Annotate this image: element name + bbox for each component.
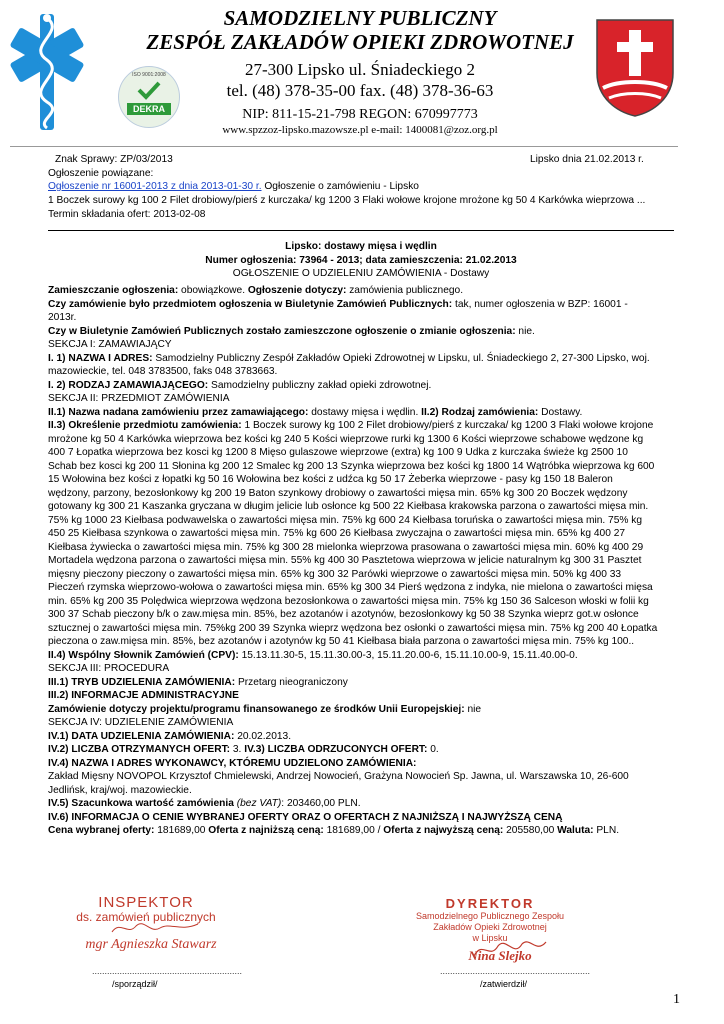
body-text-segment: mięsny pieczony pieczony o zawartości mięsa min. 65% kg 300 32 Parówki wieprzowe o zawartości mięsa min. 50% kg 400 33 bbox=[48, 568, 622, 580]
header-web-email: www.spzzoz-lipsko.mazowsze.pl e-mail: 1400081@zoz.org.pl bbox=[222, 124, 498, 136]
lipsko-crest-icon bbox=[595, 18, 675, 118]
right-dotted-line: ............................................................ bbox=[440, 966, 591, 976]
body-text-segment: zamówienia publicznego. bbox=[346, 285, 464, 296]
body-text-segment: (bez VAT) bbox=[233, 798, 282, 809]
body-line bbox=[48, 338, 172, 351]
body-line bbox=[48, 311, 76, 324]
body-text-segment: I. 1) NAZWA I ADRES: bbox=[48, 352, 153, 364]
body-line bbox=[48, 757, 416, 770]
body-line bbox=[48, 554, 641, 567]
body-text-segment: Samodzielny publiczny zakład opieki zdrowotnej. bbox=[208, 379, 432, 391]
body-text-segment: Zakład Mięsny NOVOPOL Krzysztof Chmielewski, Andrzej Nowocień, Grażyna Nowocień Sp. Jawna, ul. Warszawska 10, 26-600 bbox=[48, 771, 629, 782]
right-signer-name: Nina Slejko bbox=[468, 948, 532, 963]
body-text-segment: 181689,00 bbox=[154, 825, 209, 836]
body-text-segment: Mortadela wędzona parzona o zawartości mięsa min. 55% kg 400 30 Pasztetowa wieprzowa w jelicie naturalnym kg 300 31 Pasztet bbox=[48, 555, 642, 566]
notice-type: OGŁOSZENIE O UDZIELENIU ZAMÓWIENIA - Dostawy bbox=[232, 268, 490, 279]
left-caption: /sporządził/ bbox=[112, 979, 158, 989]
body-line bbox=[48, 689, 239, 702]
body-text-segment: Kiełbasa żywiecka o zawartości mięsa min. 75% kg 300 28 mielonka wieprzowa prasowana o zawartości mięsa min. 60% kg 400 29 bbox=[48, 541, 644, 553]
body-line bbox=[48, 514, 642, 527]
left-dotted-line: ............................................................ bbox=[92, 966, 243, 976]
body-text-segment: 300 37 Schab pieczony b/k o zaw.mięsa min. 85%, bez azotanów i azotynów, bezosłonkowy kg 50 38 Szynka wieprz got.w osłonce bbox=[48, 609, 639, 620]
body-text-segment: IV.1) DATA UDZIELENIA ZAMÓWIENIA: bbox=[48, 730, 235, 742]
body-text-segment: SEKCJA IV: UDZIELENIE ZAMÓWIENIA bbox=[48, 717, 234, 728]
body-text-segment: 400 7 Łopatka wieprzowa bez kosci kg 1200 8 Mięso gulaszowe wieprzowe (extra) kg 100 9 Udka z kurczaka świeże kg 2500 10 bbox=[48, 447, 628, 458]
related-notice-link[interactable]: Ogłoszenie nr 16001-2013 z dnia 2013-01-30 r. bbox=[48, 181, 262, 192]
body-text-segment: Przetarg nieograniczony bbox=[235, 676, 348, 688]
body-line bbox=[48, 325, 535, 338]
body-text-segment: IV.5) Szacunkowa wartość zamówienia bbox=[48, 798, 234, 809]
body-text-segment: 2013r. bbox=[48, 312, 77, 323]
body-line bbox=[48, 730, 291, 743]
body-line bbox=[48, 379, 431, 392]
iso-badge-text: ISO 9001:2008 bbox=[132, 72, 166, 78]
body-text-segment: Czy zamówienie było przedmiotem ogłoszenia w Biuletynie Zamówień Publicznych: bbox=[48, 298, 453, 310]
body-text-segment: II.4) Wspólny Słownik Zamówień (CPV): bbox=[48, 649, 239, 661]
notice-number: Numer ogłoszenia: 73964 - 2013; data zamieszczenia: 21.02.2013 bbox=[205, 255, 517, 266]
body-text-segment: II.2) Rodzaj zamówienia: bbox=[421, 406, 539, 418]
body-line bbox=[48, 662, 169, 675]
section-divider bbox=[48, 230, 674, 231]
header-title-line2: ZESPÓŁ ZAKŁADÓW OPIEKI ZDROWOTNEJ bbox=[146, 30, 574, 54]
body-text-segment: Czy w Biuletynie Zamówień Publicznych zostało zamieszczone ogłoszenie o zmianie ogłoszenia: bbox=[48, 325, 516, 337]
body-text-segment: gotowany kg 300 21 Kaszanka gryczana w długim jelicie lub osłonce kg 500 22 Kiełbasa krakowska parzona o zawartości mięsa min. bbox=[48, 501, 649, 512]
body-text-segment: IV.4) NAZWA I ADRES WYKONAWCY, KTÓREMU UDZIELONO ZAMÓWIENIA: bbox=[48, 757, 417, 769]
body-text-segment: 3. bbox=[230, 744, 245, 755]
header-phones: tel. (48) 378-35-00 fax. (48) 378-36-63 bbox=[226, 81, 494, 100]
body-line bbox=[48, 541, 643, 554]
body-line bbox=[48, 473, 613, 486]
body-line bbox=[48, 649, 578, 662]
body-line bbox=[48, 824, 619, 837]
body-line bbox=[48, 460, 654, 473]
body-text-segment: dostawy mięsa i wędlin. bbox=[308, 406, 422, 418]
body-line bbox=[48, 595, 649, 608]
body-line bbox=[48, 352, 650, 365]
related-notice-line bbox=[48, 180, 419, 193]
body-line bbox=[48, 784, 192, 797]
body-line bbox=[48, 811, 563, 824]
body-text-segment: Waluta: bbox=[557, 825, 594, 836]
body-text-segment: IV.3) LICZBA ODRZUCONYCH OFERT: bbox=[244, 744, 428, 755]
document-date: Lipsko dnia 21.02.2013 r. bbox=[530, 154, 644, 165]
body-line bbox=[48, 433, 643, 446]
body-line bbox=[48, 676, 348, 689]
related-notice-description: 1 Boczek surowy kg 100 2 Filet drobiowy/pierś z kurczaka/ kg 1200 3 Flaki wołowe krojone mrożone kg 50 4 Karkówka wieprzowa ... bbox=[48, 195, 646, 206]
dekra-label: DEKRA bbox=[127, 103, 171, 115]
body-text-segment: Dostawy. bbox=[538, 406, 583, 418]
body-line bbox=[48, 284, 463, 297]
header-divider bbox=[10, 146, 678, 147]
related-notice-label: Ogłoszenie powiązane: bbox=[48, 168, 154, 179]
body-line bbox=[48, 392, 230, 405]
body-text-segment: 0. bbox=[427, 744, 439, 755]
body-text-segment: 15 Wołowina bez kości z łopatki kg 50 16 Wołowina bez kości z udźca kg 50 17 Żeberka wieprzowe - pasy kg 150 18 Baleron bbox=[48, 474, 613, 485]
body-line bbox=[48, 406, 582, 419]
body-text-segment: III.2) INFORMACJE ADMINISTRACYJNE bbox=[48, 690, 239, 701]
case-number: Znak Sprawy: ZP/03/2013 bbox=[55, 154, 173, 165]
body-line bbox=[48, 365, 277, 378]
body-text-segment: Zamówienie dotyczy projektu/programu finansowanego ze środków Unii Europejskiej: bbox=[48, 703, 465, 715]
body-text-segment: tak, numer ogłoszenia w BZP: 16001 - bbox=[452, 298, 628, 310]
page-number: 1 bbox=[673, 992, 680, 1007]
header-address: 27-300 Lipsko ul. Śniadeckiego 2 bbox=[245, 60, 475, 79]
header-title-line1: SAMODZIELNY PUBLICZNY bbox=[223, 6, 497, 30]
body-text-segment: Jedlińsk, kraj/woj. mazowieckie. bbox=[48, 784, 192, 796]
body-line bbox=[48, 446, 628, 459]
left-signature-icon bbox=[110, 918, 200, 938]
left-signer-name: mgr Agnieszka Stawarz bbox=[85, 937, 217, 952]
body-text-segment: Cena wybranej oferty: bbox=[48, 825, 155, 836]
body-text-segment: min. 65% kg 200 35 Polędwica wieprzowa wędzona bezosłonkowa o zawartości mięsa min. 75% kg 150 36 Salceson włoski w folii kg bbox=[48, 595, 649, 607]
body-text-segment: Zamieszczanie ogłoszenia: bbox=[48, 285, 179, 296]
body-line bbox=[48, 487, 627, 500]
body-text-segment: : 203460,00 PLN. bbox=[281, 798, 361, 809]
body-text-segment: PLN. bbox=[593, 825, 620, 836]
body-text-segment: 181689,00 / bbox=[323, 825, 384, 836]
right-caption: /zatwierdził/ bbox=[480, 979, 528, 989]
right-stamp-title: DYREKTOR bbox=[445, 896, 535, 911]
left-stamp-title: INSPEKTOR bbox=[98, 894, 194, 911]
body-text-segment: Schab bez kosci kg 200 11 Słonina kg 200 12 Smalec kg 200 13 Szynka wieprzowa bez kości kg 1800 14 Wątróbka wieprzowa kg 600 bbox=[48, 460, 655, 472]
right-stamp-line4: w Lipsku bbox=[472, 933, 508, 943]
body-text-segment: Ogłoszenie dotyczy: bbox=[247, 285, 347, 296]
body-line bbox=[48, 500, 648, 513]
offer-deadline: Termin składania ofert: 2013-02-08 bbox=[48, 209, 206, 220]
body-text-segment: Oferta z najniższą ceną: bbox=[208, 825, 324, 836]
body-line bbox=[48, 716, 233, 729]
header-nip-regon: NIP: 811-15-21-798 REGON: 670997773 bbox=[242, 107, 478, 122]
body-text-segment: sztucznej o zawartości mięsa min. 75%kg 200 39 Szynka wieprz wędzona bez osłonki o zawartości mięsa min. 75% kg 200 40 Łopatka bbox=[48, 622, 658, 634]
body-text-segment: II.3) Określenie przedmiotu zamówienia: bbox=[48, 420, 242, 431]
body-text-segment: 205580,00 bbox=[503, 825, 558, 836]
body-text-segment: IV.2) LICZBA OTRZYMANYCH OFERT: bbox=[48, 744, 231, 755]
body-line bbox=[48, 770, 629, 783]
body-line bbox=[48, 298, 628, 311]
body-line bbox=[48, 797, 361, 810]
body-line bbox=[48, 743, 439, 756]
body-text-segment: obowiązkowe. bbox=[178, 285, 248, 296]
body-text-segment: 75% kg 1000 23 Kiełbasa podwawelska o zawartości mięsa min. 75% kg 600 24 Kiełbasa toruńska o zawartości mięsa min. 75% kg bbox=[48, 514, 643, 526]
dekra-check-icon bbox=[137, 80, 161, 100]
body-text-segment: 450 25 Kiełbasa szynkowa o zawartości mięsa min. 75% kg 600 26 Kiełbasa zwyczajna o zawartości mięsa min. 65% kg 400 27 bbox=[48, 528, 626, 539]
body-text-segment: 15.13.11.30-5, 15.11.30.00-3, 15.11.20.00-6, 15.11.10.00-9, 15.11.40.00-0. bbox=[238, 649, 578, 661]
body-text-segment: mazowieckie, tel. 048 3783500, faks 048 3783663. bbox=[48, 366, 278, 377]
body-text-segment: II.1) Nazwa nadana zamówieniu przez zamawiającego: bbox=[48, 406, 309, 418]
right-stamp-line3: Zakładów Opieki Zdrowotnej bbox=[433, 922, 547, 932]
body-text-segment: nie. bbox=[515, 325, 535, 337]
body-text-segment: IV.6) INFORMACJA O CENIE WYBRANEJ OFERTY ORAZ O OFERTACH Z NAJNIŻSZĄ I NAJWYŻSZĄ CENĄ bbox=[48, 811, 563, 823]
medical-logo-icon bbox=[6, 8, 88, 136]
body-text-segment: nie bbox=[464, 703, 482, 715]
dekra-badge bbox=[118, 66, 180, 128]
body-line bbox=[48, 527, 625, 540]
body-line bbox=[48, 419, 653, 432]
body-text-segment: III.1) TRYB UDZIELENIA ZAMÓWIENIA: bbox=[48, 676, 236, 688]
body-line bbox=[48, 622, 657, 635]
body-text-segment: SEKCJA II: PRZEDMIOT ZAMÓWIENIA bbox=[48, 393, 230, 404]
body-text-segment: 1 Boczek surowy kg 100 2 Filet drobiowy/pierś z kurczaka/ kg 1200 3 Flaki wołowe krojone bbox=[241, 420, 654, 431]
body-text-segment: SEKCJA III: PROCEDURA bbox=[48, 663, 170, 674]
body-line bbox=[48, 608, 639, 621]
body-text-segment: 20.02.2013. bbox=[234, 730, 292, 742]
body-line bbox=[48, 635, 634, 648]
body-text-segment: Oferta z najwyższą ceną: bbox=[383, 825, 504, 836]
body-text-segment: Samodzielny Publiczny Zespół Zakładów Opieki Zdrowotnej w Lipsku, ul. Śniadeckiego 2, 27-300 Lipsko, woj. bbox=[152, 352, 650, 364]
left-stamp-subtitle: ds. zamówień publicznych bbox=[76, 910, 216, 924]
body-line bbox=[48, 703, 481, 716]
related-notice-text: Ogłoszenie o zamówieniu - Lipsko bbox=[261, 181, 419, 192]
body-text-segment: Pieczeń rzymska wieprzowo-wołowa o zawartości mięsa min. 65% kg 300 34 Pierś wędzona z indyka, nie mielona o zawartości mięsa bbox=[48, 582, 653, 593]
right-stamp-line2: Samodzielnego Publicznego Zespołu bbox=[415, 911, 565, 921]
body-line bbox=[48, 568, 621, 581]
notice-heading: Lipsko: dostawy mięsa i wędlin bbox=[285, 241, 437, 252]
body-text-segment: SEKCJA I: ZAMAWIAJĄCY bbox=[48, 339, 172, 350]
body-text-segment: pieczona o zaw.mięsa min. 85%, bez azotanów i azotynów kg 50 41 Kiełbasa biała parzona o zawartości mięsa min. 75% kg 100.. bbox=[48, 636, 635, 647]
body-line bbox=[48, 581, 653, 594]
body-text-segment: I. 2) RODZAJ ZAMAWIAJĄCEGO: bbox=[48, 379, 209, 391]
body-text-segment: mrożone kg 50 4 Karkówka wieprzowa bez kości kg 240 5 Kości wieprzowe rurki kg 1300 6 Kości wieprzowe schabowe wędzone kg bbox=[48, 433, 644, 445]
body-text-segment: wędzony, parzony, bezosłonkowy kg 200 19 Baton szynkowy drobiowy o zawartości mięsa min. 65% kg 300 20 Boczek wędzony bbox=[48, 487, 628, 499]
